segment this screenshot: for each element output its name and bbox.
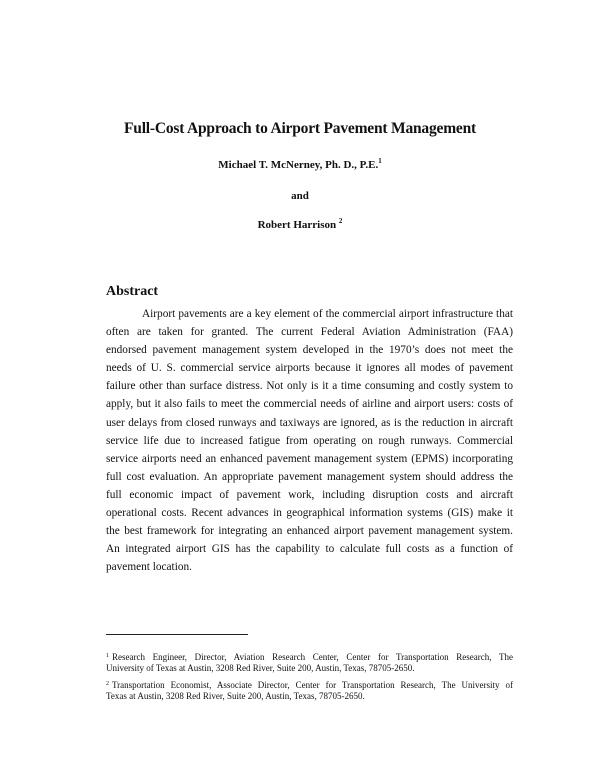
abstract-line: Airport pavements are a key element of the commercial airport infrastructure that <box>142 308 513 320</box>
author-conjunction: and <box>291 190 309 202</box>
abstract-line: needs of U. S. commercial service airports because it ignores all modes of pavement <box>106 362 513 375</box>
abstract-body <box>106 305 513 576</box>
abstract-line: full economic impact of pavement work, including disruption costs and aircraft <box>106 488 513 501</box>
author-1 <box>0 159 600 171</box>
abstract-line: service life due to increased fatigue from operating on rough runways. Commercial <box>106 434 513 447</box>
abstract-heading: Abstract <box>106 284 159 299</box>
author-1-name: Michael T. McNerney, Ph. D., P.E. <box>218 159 379 171</box>
abstract-line: endorsed pavement management system developed in the 1970’s does not meet the <box>106 344 513 357</box>
footnote-1-line-1: Research Engineer, Director, Aviation Research Center, Center for Transportation Research, The <box>112 652 513 662</box>
abstract-line: An integrated airport GIS has the capability to calculate full costs as a function of <box>106 543 513 556</box>
author-1-footnote-mark: 1 <box>378 157 382 165</box>
abstract-line: apply, but it also fails to meet the commercial needs of airline and airport users: costs of <box>106 398 513 411</box>
abstract-line: user delays from closed runways and taxiways are ignored, as is the reduction in aircraft <box>106 416 513 429</box>
abstract-line: full cost evaluation. An appropriate pavement management system should address the <box>106 470 513 483</box>
abstract-line: operational costs. Recent advances in geographical information systems (GIS) make it <box>106 507 513 520</box>
author-2 <box>0 219 600 231</box>
author-2-name: Robert Harrison <box>257 219 339 231</box>
footnote-line <box>106 652 513 663</box>
abstract-line: pavement location. <box>106 561 192 574</box>
footnote-2-line-2: Texas at Austin, 3208 Red River, Suite 200, Austin, Texas, 78705-2650. <box>106 691 365 701</box>
author-2-footnote-mark: 2 <box>338 217 343 225</box>
footnote-2 <box>106 680 513 702</box>
footnote-1 <box>106 652 513 674</box>
footnote-separator <box>106 634 248 635</box>
footnote-2-line-1: Transportation Economist, Associate Director, Center for Transportation Research, The University of <box>112 680 513 690</box>
footnote-line <box>106 680 513 691</box>
footnotes <box>106 652 513 708</box>
paper-title: Full-Cost Approach to Airport Pavement Management <box>124 120 476 137</box>
footnote-1-mark: 1 <box>106 653 109 659</box>
footnote-2-mark: 2 <box>106 681 109 687</box>
abstract-line: failure other than surface distress. Not only is it a time consuming and costly system to <box>106 380 513 393</box>
footnote-1-line-2: University of Texas at Austin, 3208 Red River, Suite 200, Austin, Texas, 78705-2650. <box>106 663 415 673</box>
abstract-line: the best framework for integrating an enhanced airport pavement management system. <box>106 525 513 538</box>
abstract-line: service airports need an enhanced pavement management system (EPMS) incorporating <box>106 452 513 465</box>
abstract-line: often are taken for granted. The current Federal Aviation Administration (FAA) <box>106 326 513 339</box>
